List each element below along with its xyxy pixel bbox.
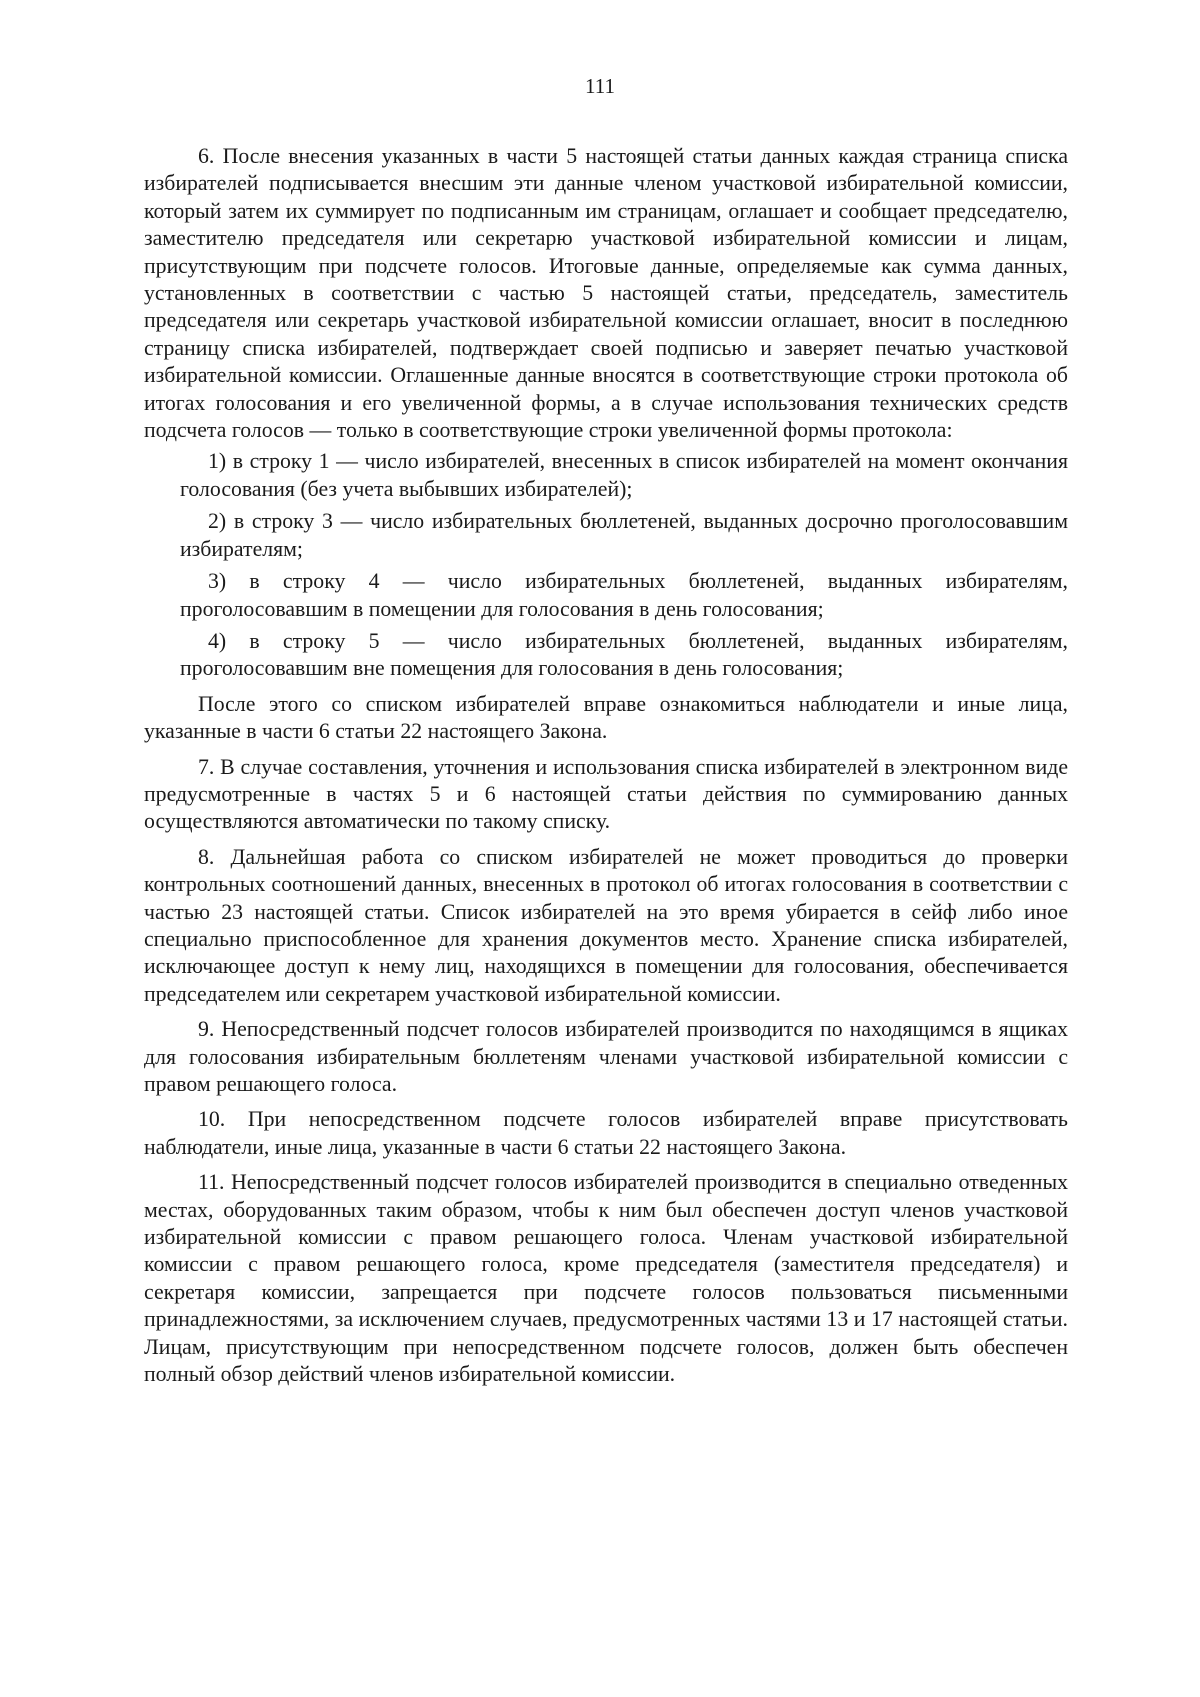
list-item-1: 1) в строку 1 — число избирателей, внесенных в список избирателей на момент окончания голосования (без учета выбывших избирателей); <box>180 449 1068 501</box>
page-number: 111 <box>585 74 615 98</box>
paragraph-7: 7. В случае составления, уточнения и использования списка избирателей в электронном виде предусмотренные в частях 5 и 6 настоящей статьи действия по суммированию данных осуществляются автоматически по такому списку. <box>144 754 1068 834</box>
list-item-2: 2) в строку 3 — число избирательных бюллетеней, выданных досрочно проголосовавшим избирателям; <box>180 509 1068 561</box>
paragraph-11: 11. Непосредственный подсчет голосов избирателей производится в специально отведенных местах, оборудованных таким образом, чтобы к ним был обеспечен доступ членов участковой избирательной комиссии с правом решающего голоса. Членам участковой избирательной комиссии с правом решающего голоса, кроме председателя (заместителя председателя) и секретаря комиссии, запрещается при подсчете голосов пользоваться письменными принадлежностями, за исключением случаев, предусмотренных частями 13 и 17 настоящей статьи. Лицам, присутствующим при непосредственном подсчете голосов, должен быть обеспечен полный обзор действий членов избирательной комиссии. <box>144 1170 1068 1387</box>
paragraph-9: 9. Непосредственный подсчет голосов избирателей производится по находящимся в ящиках для голосования избирательным бюллетеням членами участковой избирательной комиссии с правом решающего голоса. <box>144 1017 1068 1096</box>
paragraph-6: 6. После внесения указанных в части 5 настоящей статьи данных каждая страница списка избирателей подписывается внесшим эти данные членом участковой избирательной комиссии, который затем их суммирует по подписанным им страницам, оглашает и сообщает председателю, заместителю председателя или секретарю участковой избирательной комиссии и лицам, присутствующим при подсчете голосов. Итоговые данные, определяемые как сумма данных, установленных в соответствии с частью 5 настоящей статьи, председатель, заместитель председателя или секретарь участковой избирательной комиссии оглашает, вносит в последнюю страницу списка избирателей, подтверждает своей подписью и заверяет печатью участковой избирательной комиссии. Оглашенные данные вносятся в соответствующие строки протокола об итогах голосования и его увеличенной формы, а в случае использования технических средств подсчета голосов — только в соответствующие строки увеличенной формы протокола: <box>144 144 1068 443</box>
list-item-4: 4) в строку 5 — число избирательных бюллетеней, выданных избирателям, проголосовавшим вне помещения для голосования в день голосования; <box>180 628 1068 681</box>
paragraph-after-list: После этого со списком избирателей вправе ознакомиться наблюдатели и иные лица, указанные в части 6 статьи 22 настоящего Закона. <box>144 691 1068 744</box>
paragraph-8: 8. Дальнейшая работа со списком избирателей не может проводиться до проверки контрольных соотношений данных, внесенных в протокол об итогах голосования в соответствии с частью 23 настоящей статьи. Список избирателей на это время убирается в сейф либо иное специально приспособленное для хранения документов место. Хранение списка избирателей, исключающее доступ к нему лиц, находящихся в помещении для голосования, обеспечивается председателем или секретарем участковой избирательной комиссии. <box>144 844 1068 1006</box>
paragraph-10: 10. При непосредственном подсчете голосов избирателей вправе присутствовать наблюдатели, иные лица, указанные в части 6 статьи 22 настоящего Закона. <box>144 1107 1068 1159</box>
document-body <box>144 143 1068 1396</box>
list-item-3: 3) в строку 4 — число избирательных бюллетеней, выданных избирателям, проголосовавшим в помещении для голосования в день голосования; <box>180 569 1068 621</box>
